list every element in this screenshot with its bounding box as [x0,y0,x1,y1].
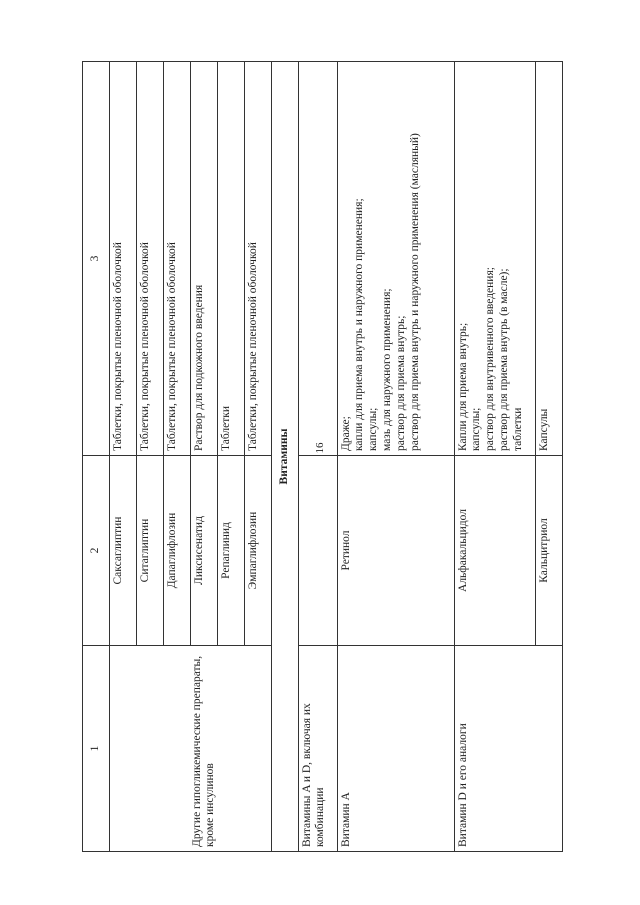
drug-name: Эмпаглифлозин [244,456,271,646]
dosage-form-line: капсулы; [367,407,380,451]
table-row [109,62,136,852]
dosage-form-line: капли для приема внутрь и наружного применения; [353,198,366,451]
section-title: Витамины [271,62,298,852]
drug-name: Дапаглифлозин [163,456,190,646]
dosage-form-line: раствор для приема внутрь; [394,315,407,451]
group-label: Витамин А [337,646,454,852]
dosage-form: Таблетки, покрытые пленочной оболочкой [136,62,163,456]
dosage-form: Капсулы [535,62,562,456]
dosage-form-line: Драже; [339,416,352,451]
group-label: Витамины A и D, включая их комбинации [298,646,337,852]
drug-name: Репаглинид [217,456,244,646]
column-header-1: 1 [83,646,110,852]
drug-name: Ликсисенатид [190,456,217,646]
dosage-form: Таблетки, покрытые пленочной оболочкой [163,62,190,456]
medication-table [82,61,563,852]
table-row [298,62,337,852]
dosage-form-line: мазь для наружного применения; [380,288,393,451]
drug-name: Ситаглиптин [136,456,163,646]
dosage-form: Таблетки, покрытые пленочной оболочкой [244,62,271,456]
header-row [83,62,110,852]
column-header-3: 3 [83,62,110,456]
group-label: Другие гипогликемические препараты, кроме инсулинов [190,655,217,847]
dosage-form-list [337,62,454,456]
page-number: 16 [314,442,326,454]
dosage-form-line: раствор для приема внутрь (в масле); [497,268,510,451]
dosage-form-line: таблетки [511,407,524,451]
section-row [271,62,298,852]
medication-table-page [82,62,588,852]
dosage-form: Раствор для подкожного введения [190,62,217,456]
column-header-2: 2 [83,456,110,646]
drug-name [298,456,337,646]
group-label: Витамин D и его аналоги [454,646,562,852]
dosage-form-line: раствор для внутривенного введения; [484,267,497,451]
drug-name: Ретинол [337,456,454,646]
drug-name: Кальцитриол [535,456,562,646]
drug-name: Саксаглиптин [109,456,136,646]
dosage-form [298,62,337,456]
dosage-form-line: капсулы; [470,407,483,451]
dosage-form-list [454,62,535,456]
dosage-form: Таблетки, покрытые пленочной оболочкой [109,62,136,456]
table-row [454,62,535,852]
dosage-form: Таблетки [217,62,244,456]
table-row [337,62,454,852]
drug-name: Альфакальцидол [454,456,535,646]
group-cell [109,646,271,852]
dosage-form-line: Капли для приема внутрь; [456,322,469,451]
dosage-form-line: раствор для приема внутрь и наружного применения (масляный) [408,133,421,451]
